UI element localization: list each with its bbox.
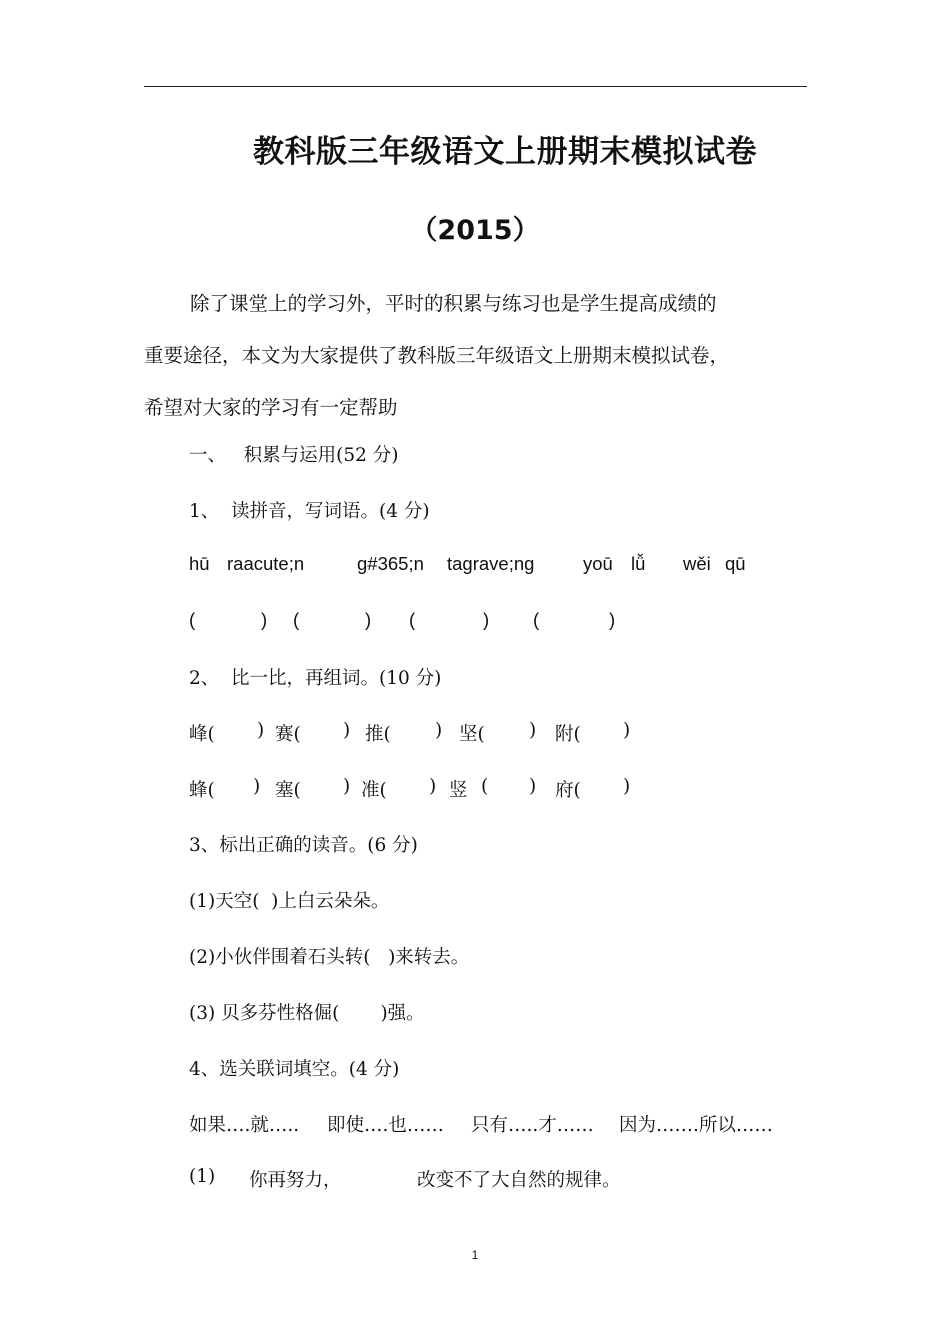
compare-cell: 推(: [365, 724, 391, 745]
pinyin-item: raacute;n: [227, 553, 305, 574]
pinyin-item: g#365;n: [357, 553, 424, 574]
compare-cell: ): [623, 720, 631, 741]
compare-cell: ): [257, 720, 265, 741]
pinyin-item: hū: [189, 553, 210, 574]
compare-cell: 赛(: [275, 724, 301, 745]
question-2: 2、 比一比，再组词。(10 分): [189, 668, 442, 689]
conjunction-option: 如果….就…..: [189, 1115, 300, 1136]
pinyin-item: tagrave;ng: [447, 553, 535, 574]
section-1-heading: 一、 积累与运用(52 分): [189, 445, 399, 466]
question-4: 4、选关联词填空。(4 分): [189, 1059, 400, 1080]
compare-cell: ): [343, 776, 351, 797]
compare-cell: 坚(: [459, 724, 485, 745]
bracket: ): [365, 609, 372, 630]
item-text-part: 改变不了大自然的规律。: [417, 1170, 621, 1191]
compare-cell: 附(: [555, 724, 581, 745]
compare-cell: 峰(: [189, 724, 215, 745]
bracket: (: [409, 609, 416, 630]
conjunction-option: 只有…..才……: [471, 1115, 594, 1136]
conjunction-option: 即使….也……: [327, 1115, 444, 1136]
conjunction-option: 因为…….所以……: [619, 1115, 773, 1136]
compare-cell: ): [529, 776, 537, 797]
pinyin-item: lǚ: [631, 553, 646, 574]
item-text-part: 你再努力，: [249, 1170, 342, 1191]
compare-cell: 蜂(: [189, 780, 215, 801]
intro-line-2: 重要途径，本文为大家提供了教科版三年级语文上册期末模拟试卷，: [144, 344, 730, 367]
intro-paragraph: [144, 278, 824, 434]
compare-cell: ): [429, 776, 437, 797]
compare-cell: ): [435, 720, 443, 741]
bracket: ): [609, 609, 616, 630]
bracket: (: [189, 609, 196, 630]
question-3-item-1: (1)天空( )上白云朵朵。: [189, 891, 390, 912]
question-3: 3、标出正确的读音。(6 分): [189, 835, 418, 856]
bracket: ): [483, 609, 490, 630]
compare-cell: (: [481, 776, 489, 797]
compare-cell: ): [623, 776, 631, 797]
document-year: （2015）: [410, 215, 540, 246]
compare-cell: ): [343, 720, 351, 741]
item-number: (1): [189, 1166, 216, 1187]
page-number: 1: [471, 1248, 479, 1262]
compare-cell: 准(: [361, 780, 387, 801]
bracket: ): [261, 609, 268, 630]
header-rule: [144, 86, 807, 87]
question-1: 1、 读拼音，写词语。(4 分): [189, 501, 430, 522]
document-title: 教科版三年级语文上册期末模拟试卷: [253, 134, 757, 170]
bracket: (: [533, 609, 540, 630]
compare-cell: 竖: [449, 780, 468, 801]
compare-cell: 府(: [555, 780, 581, 801]
compare-cell: ): [529, 720, 537, 741]
pinyin-item: qū: [725, 553, 746, 574]
bracket: (: [293, 609, 300, 630]
question-3-item-2: (2)小伙伴围着石头转( )来转去。: [189, 947, 470, 968]
compare-cell: 塞(: [275, 780, 301, 801]
question-3-item-3: (3) 贝多芬性格倔( )强。: [189, 1003, 425, 1024]
pinyin-item: yoū: [583, 553, 613, 574]
pinyin-item: wěi: [683, 553, 711, 574]
intro-line-1: 除了课堂上的学习外，平时的积累与练习也是学生提高成绩的: [190, 292, 717, 315]
intro-line-3: 希望对大家的学习有一定帮助: [144, 396, 398, 419]
compare-cell: ): [253, 776, 261, 797]
